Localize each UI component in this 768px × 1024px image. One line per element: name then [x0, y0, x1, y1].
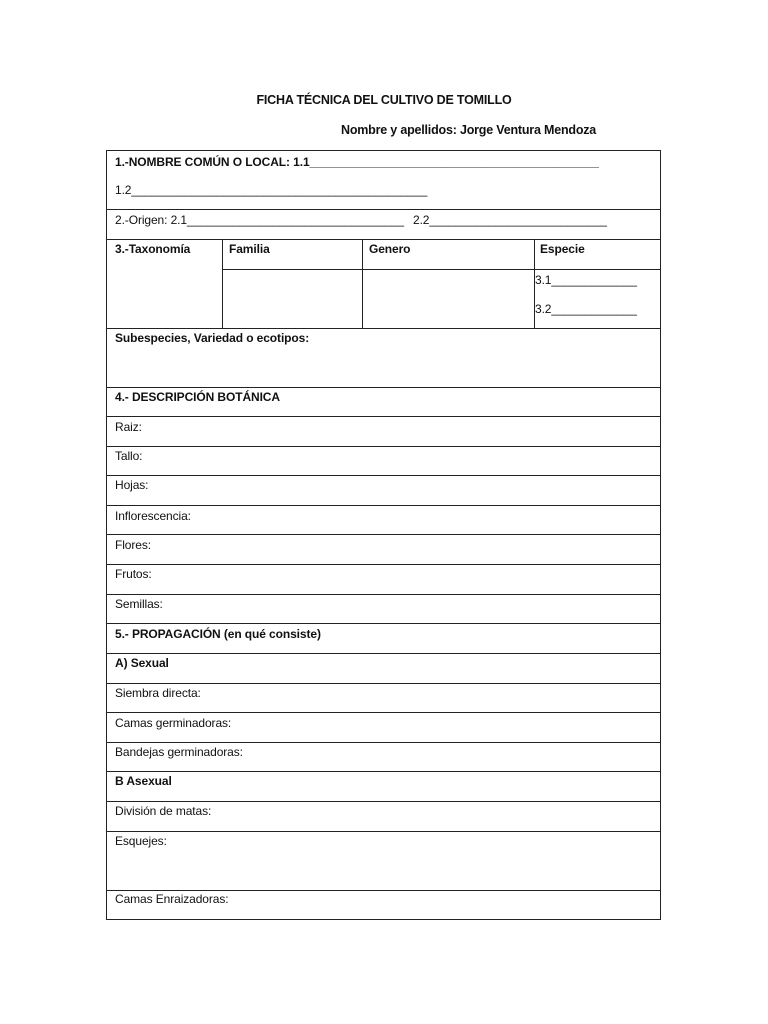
- semillas-label: Semillas:: [115, 597, 163, 611]
- row-taxonomia: [107, 240, 660, 329]
- row-siembra: [107, 684, 660, 713]
- camas-enraizadoras-label: Camas Enraizadoras:: [115, 892, 229, 906]
- bandejas-label: Bandejas germinadoras:: [115, 745, 243, 759]
- row-frutos: [107, 565, 660, 595]
- row-propagacion: [107, 624, 660, 654]
- taxonomia-divider-2: [362, 240, 363, 328]
- nombre-line-2: 1.2_____________________________________________: [115, 183, 428, 197]
- row-esquejes: [107, 832, 660, 891]
- raiz-label: Raiz:: [115, 420, 142, 434]
- row-raiz: [107, 417, 660, 447]
- row-descripcion: [107, 388, 660, 417]
- origen-field-a: 2.-Origen: 2.1_________________________________: [115, 213, 404, 227]
- inflorescencia-label: Inflorescencia:: [115, 509, 191, 523]
- esquejes-label: Esquejes:: [115, 834, 167, 848]
- asexual-heading: B Asexual: [115, 774, 172, 788]
- author-line: Nombre y apellidos: Jorge Ventura Mendoza: [341, 123, 597, 137]
- especie-line-1: 3.1_____________: [535, 273, 637, 287]
- descripcion-heading: 4.- DESCRIPCIÓN BOTÁNICA: [115, 390, 280, 404]
- tallo-label: Tallo:: [115, 449, 143, 463]
- taxonomia-divider-3: [534, 240, 535, 328]
- familia-header: Familia: [229, 242, 270, 256]
- crop-sheet-table: [106, 150, 661, 920]
- row-camas-enraizadoras: [107, 891, 660, 919]
- row-camas-germinadoras: [107, 713, 660, 743]
- row-division: [107, 802, 660, 832]
- flores-label: Flores:: [115, 538, 151, 552]
- subespecies-label: Subespecies, Variedad o ecotipos:: [115, 331, 310, 345]
- propagacion-heading: 5.- PROPAGACIÓN (en qué consiste): [115, 627, 321, 641]
- division-label: División de matas:: [115, 804, 212, 818]
- nombre-line-1: 1.-NOMBRE COMÚN O LOCAL: 1.1____________________________________________: [115, 155, 599, 169]
- taxonomia-label: 3.-Taxonomía: [115, 242, 191, 256]
- row-inflorescencia: [107, 506, 660, 535]
- siembra-label: Siembra directa:: [115, 686, 201, 700]
- row-hojas: [107, 476, 660, 506]
- taxonomia-header-divider: [222, 269, 660, 270]
- origen-field-b: 2.2___________________________: [413, 213, 607, 227]
- row-bandejas: [107, 743, 660, 772]
- taxonomia-divider-1: [222, 240, 223, 328]
- row-nombre: [107, 151, 660, 210]
- document-title: FICHA TÉCNICA DEL CULTIVO DE TOMILLO: [256, 93, 512, 107]
- row-asexual: [107, 772, 660, 802]
- especie-line-2: 3.2_____________: [535, 302, 637, 316]
- camas-germinadoras-label: Camas germinadoras:: [115, 716, 232, 730]
- row-origen: [107, 210, 660, 240]
- row-sexual: [107, 654, 660, 684]
- frutos-label: Frutos:: [115, 567, 152, 581]
- row-subespecies: [107, 329, 660, 388]
- genero-header: Genero: [369, 242, 411, 256]
- sexual-heading: A) Sexual: [115, 656, 169, 670]
- especie-header: Especie: [540, 242, 585, 256]
- hojas-label: Hojas:: [115, 478, 149, 492]
- row-semillas: [107, 595, 660, 624]
- row-tallo: [107, 447, 660, 476]
- row-flores: [107, 535, 660, 565]
